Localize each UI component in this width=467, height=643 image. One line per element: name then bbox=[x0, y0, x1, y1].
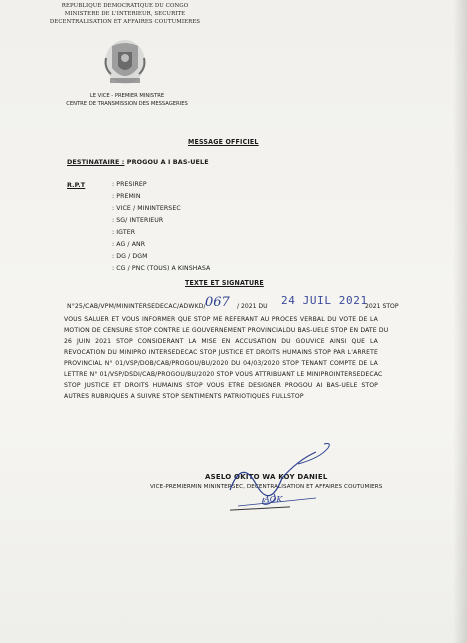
rpt-item: : DG / DGM bbox=[112, 253, 148, 260]
header-ministry-2: DECENTRALISATION ET AFFAIRES COUTUMIERES bbox=[49, 19, 201, 25]
header-country: REPUBLIQUE DEMOCRATIQUE DU CONGO bbox=[61, 3, 189, 9]
date-stamp: 24 JUIL 2021 bbox=[281, 294, 368, 307]
header-center: CENTRE DE TRANSMISSION DES MESSAGERIES bbox=[66, 101, 188, 107]
signatory-title: VICE-PREMIERMIN MININTERSEC, DECENTRALISATION ET AFFAIRES COUTUMIERS bbox=[150, 484, 383, 490]
body-line: STOP JUSTICE ET DROITS HUMAINS STOP VOUS ETRE DESIGNER PROGOU AI BAS-UELE STOP bbox=[64, 382, 378, 389]
signature-initials: AOK bbox=[264, 495, 283, 504]
reference-number: 067 bbox=[205, 295, 230, 310]
rpt-item: : VICE / MININTERSEC bbox=[112, 205, 181, 212]
destinataire-row bbox=[67, 158, 209, 166]
body-line: VOUS SALUER ET VOUS INFORMER QUE STOP ME REFERANT AU PROCES VERBAL DU VOTE DE LA bbox=[64, 316, 378, 323]
body-line: AUTRES RUBRIQUES A SUIVRE STOP SENTIMENTS PATRIOTIQUES FULLSTOP bbox=[64, 393, 304, 400]
destinataire-label: DESTINATAIRE : bbox=[67, 158, 125, 166]
coat-of-arms-emblem bbox=[102, 38, 148, 88]
rpt-item: : PRESIREP bbox=[112, 181, 147, 188]
destinataire-value: PROGOU A I BAS-UELE bbox=[126, 158, 209, 166]
rpt-item: : SG/ INTERIEUR bbox=[112, 217, 164, 224]
message-title: MESSAGE OFFICIEL bbox=[188, 138, 259, 146]
body-line: REVOCATION DU MINIPRO INTERSEDECAC STOP JUSTICE ET DROITS HUMAINS STOP PAR L'ARRETE bbox=[64, 349, 378, 356]
header-ministry: MINISTERE DE L'INTERIEUR, SECURITE bbox=[64, 11, 186, 17]
reference-prefix: N°25/CAB/VPM/MININTERSEDECAC/ADWKD/ bbox=[67, 303, 206, 310]
rpt-label: R.P.T bbox=[67, 181, 86, 189]
body-line: MOTION DE CENSURE STOP CONTRE LE GOUVERNEMENT PROVINCIALDU BAS-UELE STOP EN DATE DU bbox=[64, 327, 389, 334]
header-office: LE VICE - PREMIER MINISTRE bbox=[89, 93, 165, 99]
rpt-item: : PREMIN bbox=[112, 193, 141, 200]
body-line: PROVINCIAL N° 01/VSP/DOB/CAB/PROGOU/BU/2020 DU 04/03/2020 STOP TENANT COMPTE DE LA bbox=[64, 360, 378, 367]
rpt-item: : AG / ANR bbox=[112, 241, 146, 248]
signatory-name: ASELO OKITO WA KOY DANIEL bbox=[205, 473, 328, 481]
reference-year: / 2021 DU bbox=[237, 303, 268, 310]
page-shadow bbox=[453, 0, 467, 643]
rpt-item: : CG / PNC (TOUS) A KINSHASA bbox=[112, 265, 211, 272]
reference-suffix: 2021 STOP bbox=[365, 303, 399, 310]
body-line: LETTRE N° 01/VSP/DSDI/CAB/PROGOU/BU/2020 STOP VOUS ATTRIBUANT LE MINIPROINTERSEDECAC bbox=[64, 371, 383, 378]
body-line: 26 JUIN 2021 STOP CONSIDERANT LA MISE EN ACCUSATION DU GOUVICE AINSI QUE LA bbox=[64, 338, 378, 345]
texte-title: TEXTE ET SIGNATURE bbox=[185, 279, 264, 287]
rpt-item: : IGTER bbox=[112, 229, 136, 236]
